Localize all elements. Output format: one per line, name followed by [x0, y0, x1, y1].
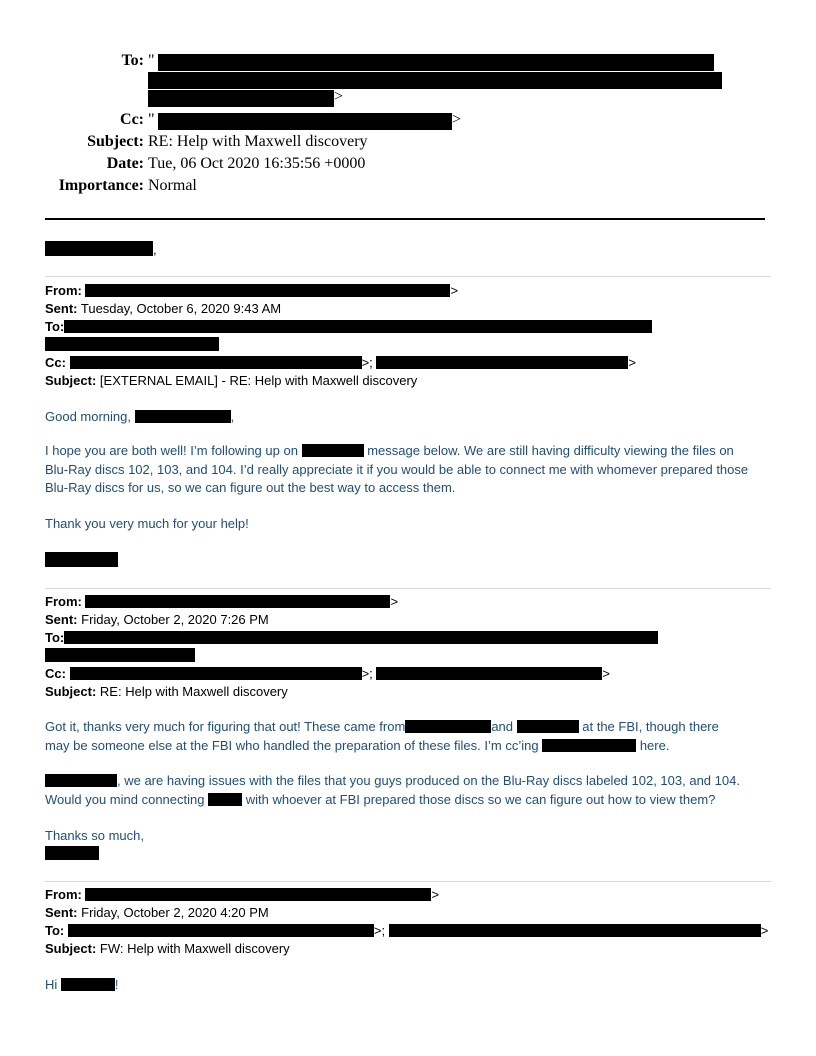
email1-sent-label: Sent:: [45, 301, 78, 316]
email2-sent-label: Sent:: [45, 612, 78, 627]
redaction-block: [158, 113, 452, 130]
redaction-block: [135, 410, 231, 423]
email2-cc-row: [45, 665, 610, 682]
email1-p1-line3: Blu-Ray discs for us, so we can figure out the best way to access them.: [45, 480, 456, 495]
header-date-row: [0, 155, 816, 175]
email2-subject-value: RE: Help with Maxwell discovery: [99, 684, 288, 699]
email1-cc-sep: >;: [361, 355, 373, 370]
email1-subject-label: Subject:: [45, 373, 97, 388]
email3-greeting-end: !: [114, 977, 119, 992]
redaction-block: [45, 648, 195, 662]
redaction-block: [376, 667, 602, 680]
redaction-block: [148, 90, 334, 107]
header-date-label: Date:: [106, 155, 144, 172]
redaction-block: [61, 978, 115, 991]
header-subject-value: RE: Help with Maxwell discovery: [148, 133, 368, 150]
header-cc-quote: ": [148, 111, 155, 128]
email1-p1-a: I hope you are both well! I’m following up on: [45, 443, 298, 458]
redaction-block: [64, 631, 658, 644]
header-importance-label: Importance:: [58, 177, 144, 194]
email1-sent-row: [45, 300, 281, 317]
email2-p1-line2-b: here.: [639, 737, 670, 753]
email3-subject-value: FW: Help with Maxwell discovery: [99, 941, 290, 956]
email2-p2-a: , we are having issues with the files that you guys produced on the Blu-Ray discs labeled 102, 103, and 104.: [117, 773, 740, 788]
greeting-line: [45, 241, 157, 258]
email-separator: [45, 881, 771, 882]
email3-subject-label: Subject:: [45, 941, 97, 956]
redaction-block: [85, 284, 450, 297]
email1-from-close: >: [450, 283, 459, 298]
email2-p2-line1: [45, 772, 775, 791]
email2-from-row: [45, 593, 398, 610]
email1-greeting-text: Good morning,: [45, 409, 131, 424]
email3-from-close: >: [431, 887, 440, 902]
redaction-block: [70, 356, 362, 369]
header-to-close: [334, 88, 343, 106]
email2-subject-label: Subject:: [45, 684, 97, 699]
redaction-block: [64, 320, 652, 333]
email2-paragraph-2: [45, 772, 775, 809]
redaction-block: [208, 793, 242, 806]
email2-p2-line2: [45, 791, 775, 810]
redaction-block: [389, 924, 761, 937]
header-subject-row: [0, 133, 816, 153]
email2-p2-line2-a: Would you mind connecting: [45, 791, 205, 807]
email1-cc-label: Cc:: [45, 355, 66, 370]
redaction-block: [158, 54, 714, 71]
email2-cc-close: >: [602, 666, 611, 681]
redaction-block: [45, 241, 153, 256]
email2-to-label: To:: [45, 630, 65, 645]
email2-subject-row: [45, 683, 288, 700]
header-to-quote: ": [148, 52, 155, 69]
header-cc-close: [452, 111, 461, 129]
redaction-block: [45, 337, 219, 351]
email1-paragraph: [45, 442, 775, 498]
email3-subject-row: [45, 940, 290, 957]
email1-p1-line2: Blu-Ray discs 102, 103, and 104. I’d really appreciate it if you would be able to connect me with whomever prepared those: [45, 461, 749, 477]
header-to-value: [148, 52, 155, 70]
email1-from-row: [45, 282, 458, 299]
email-separator: [45, 588, 771, 589]
email3-to-close: >: [760, 923, 769, 938]
email1-greeting: [45, 408, 234, 425]
email1-from-label: From:: [45, 283, 82, 298]
greeting-comma: ,: [153, 242, 157, 257]
email2-cc-label: Cc:: [45, 666, 66, 681]
email1-to-row: [45, 318, 652, 335]
email1-subject-row: [45, 372, 417, 389]
email2-cc-sep: >;: [361, 666, 373, 681]
email3-sent-row: [45, 904, 269, 921]
email2-signoff: Thanks so much,: [45, 828, 144, 843]
email2-p2-line2-b: with whoever at FBI prepared those discs so we can figure out how to view them?: [245, 791, 716, 807]
header-subject-label: Subject:: [87, 133, 144, 150]
email2-to-row: [45, 629, 658, 646]
email1-to-label: To:: [45, 319, 65, 334]
redaction-block: [148, 72, 722, 89]
header-importance-value: Normal: [148, 177, 197, 194]
email2-sent-row: [45, 611, 269, 628]
email3-to-sep: >;: [373, 923, 386, 938]
header-date-value: Tue, 06 Oct 2020 16:35:56 +0000: [148, 155, 366, 172]
email3-to-label: To:: [45, 923, 65, 938]
email1-greeting-end: ,: [230, 409, 235, 424]
redaction-block: [45, 552, 118, 567]
email3-greeting: [45, 976, 119, 993]
email2-from-label: From:: [45, 594, 82, 609]
email1-cc-row: [45, 354, 636, 371]
email3-sent-value: Friday, October 2, 2020 4:20 PM: [81, 905, 269, 920]
header-cc-label: Cc:: [120, 111, 144, 128]
email2-p1-line2: [45, 737, 775, 756]
redaction-block: [542, 739, 636, 752]
email2-p1-line2-a: may be someone else at the FBI who handled the preparation of these files. I’m cc’ing: [45, 737, 539, 753]
email-separator: [45, 276, 771, 277]
email2-sent-value: Friday, October 2, 2020 7:26 PM: [81, 612, 269, 627]
redaction-block: [45, 846, 99, 860]
email2-p1-and: and: [491, 719, 514, 734]
header-divider: [45, 218, 765, 220]
email3-from-label: From:: [45, 887, 82, 902]
redaction-block: [70, 667, 362, 680]
email1-thanks: Thank you very much for your help!: [45, 516, 249, 531]
email1-p1-b: message below. We are still having difficulty viewing the files on: [367, 443, 734, 458]
redaction-block: [405, 720, 491, 733]
redaction-block: [376, 356, 628, 369]
email3-from-row: [45, 886, 439, 903]
header-to-label: To:: [121, 52, 144, 69]
email2-p1-b: at the FBI, though there: [582, 719, 719, 734]
email1-cc-close: >: [628, 355, 637, 370]
email2-from-close: >: [390, 594, 399, 609]
redaction-block: [45, 774, 117, 787]
email3-greeting-text: Hi: [45, 977, 58, 992]
header-importance-row: [0, 177, 816, 197]
header-cc-close-text: >: [452, 111, 462, 128]
email2-p1-a: Got it, thanks very much for figuring that out! These came from: [45, 719, 406, 734]
email3-to-row: [45, 922, 768, 939]
email1-subject-value: [EXTERNAL EMAIL] - RE: Help with Maxwell discovery: [99, 373, 418, 388]
redaction-block: [85, 888, 431, 901]
email1-p1-line1: [45, 442, 775, 461]
redaction-block: [68, 924, 374, 937]
redaction-block: [517, 720, 579, 733]
email1-sent-value: Tuesday, October 6, 2020 9:43 AM: [80, 301, 282, 316]
email3-sent-label: Sent:: [45, 905, 78, 920]
header-to-close-text: >: [334, 88, 344, 105]
email2-paragraph-1: [45, 718, 775, 755]
redaction-block: [302, 444, 364, 457]
email2-p1-line1: [45, 718, 775, 737]
redaction-block: [85, 595, 390, 608]
